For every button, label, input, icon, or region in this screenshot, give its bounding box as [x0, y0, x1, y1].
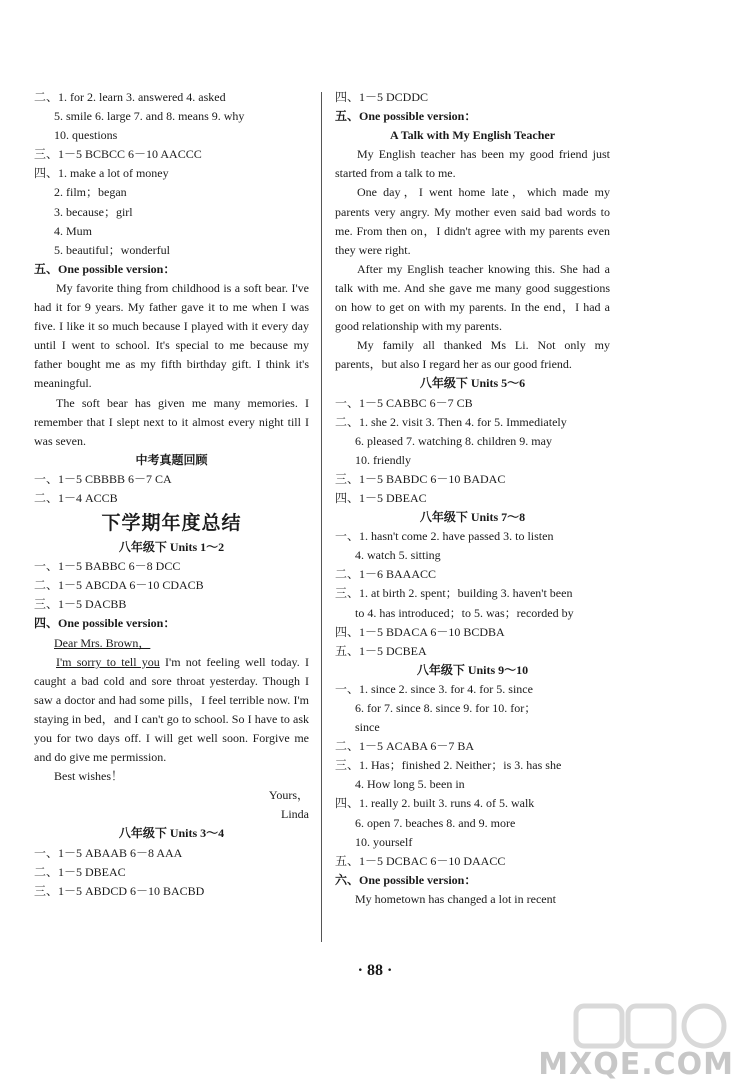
answer-line: 一、1－5 BABBC 6－8 DCC — [34, 559, 181, 574]
answer-line: 一、1－5 CABBC 6－7 CB — [335, 395, 473, 410]
essay-paragraph: My English teacher has been my good friend just started from a talk to me. — [335, 147, 610, 181]
answer-line: 2. film；began — [54, 185, 127, 200]
answer-line: 四、1－5 BDACA 6－10 BCDBA — [335, 624, 505, 639]
essay-paragraph: After my English teacher knowing this. She had a talk with me. And she gave me many good suggestions on how to get on with my parents. In the end，I had a good relationship with my parents. — [335, 261, 610, 334]
unit-heading: 八年级下 Units 1～2 — [118, 540, 225, 555]
section-heading: 五、One possible version： — [34, 261, 176, 276]
subsection-title: 中考真题回顾 — [135, 452, 208, 467]
answer-line: 10. questions — [54, 128, 118, 143]
section-heading: 五、One possible version： — [335, 109, 477, 124]
answer-line: 二、1. for 2. learn 3. answered 4. asked — [34, 90, 226, 104]
left-column — [34, 88, 309, 901]
answer-line: 三、1－5 BCBCC 6－10 AACCC — [34, 147, 202, 162]
answer-line: 4. How long 5. been in — [355, 777, 465, 792]
right-column — [335, 88, 610, 909]
section-heading: 六、One possible version： — [335, 872, 477, 887]
letter-signoff: Yours， — [268, 788, 309, 803]
letter-body — [34, 653, 309, 768]
answer-line: 二、1－5 ACABA 6－7 BA — [335, 739, 475, 754]
unit-heading: 八年级下 Units 5～6 — [419, 376, 526, 391]
answer-line: 三、1－5 BABDC 6－10 BADAC — [335, 471, 506, 486]
watermark-text: MXQE.COM — [538, 1047, 734, 1082]
unit-heading: 八年级下 Units 7～8 — [419, 510, 526, 525]
answer-line: 四、1－5 DBEAC — [335, 490, 427, 505]
column-divider — [321, 92, 322, 942]
answer-line: to 4. has introduced；to 5. was；recorded by — [355, 605, 574, 620]
essay-title: A Talk with My English Teacher — [389, 128, 556, 143]
answer-line: 6. pleased 7. watching 8. children 9. may — [355, 433, 552, 448]
answer-line: 五、1－5 DCBEA — [335, 643, 427, 658]
answer-line: 二、1. she 2. visit 3. Then 4. for 5. Immediately — [335, 414, 567, 429]
letter-signature: Linda — [281, 807, 309, 822]
answer-line: 一、1. hasn't come 2. have passed 3. to listen — [335, 529, 554, 544]
unit-heading: 八年级下 Units 9～10 — [416, 662, 529, 677]
unit-heading: 八年级下 Units 3～4 — [118, 826, 225, 841]
answer-line: 三、1－5 DACBB — [34, 597, 127, 612]
letter-salutation: Dear Mrs. Brown， — [54, 635, 151, 650]
answer-line: 一、1－5 ABAAB 6－8 AAA — [34, 845, 183, 860]
answer-line: 二、1－4 ACCB — [34, 490, 118, 505]
page-number: · 88 · — [357, 962, 393, 979]
answer-line: 五、1－5 DCBAC 6－10 DAACC — [335, 853, 506, 868]
underlined-phrase: I'm sorry to tell you — [56, 654, 160, 669]
answer-line: 二、1－5 ABCDA 6－10 CDACB — [34, 578, 204, 593]
answer-line: 3. because；girl — [54, 204, 133, 219]
answer-line: 5. smile 6. large 7. and 8. means 9. why — [54, 109, 245, 124]
answer-line: 二、1－6 BAAACC — [335, 567, 437, 582]
answer-line: 三、1－5 ABDCD 6－10 BACBD — [34, 883, 205, 898]
essay-paragraph: My favorite thing from childhood is a soft bear. I've had it for 9 years. My father gave it to me when I was five. I like it so much because I played with it every day until I went to school. It's special to me because my father bought me as my fifth birthday gift. I think it's meaningful. — [34, 280, 309, 391]
answer-line: 6. for 7. since 8. since 9. for 10. for； — [355, 701, 537, 715]
section-heading: 四、One possible version： — [34, 616, 176, 631]
answer-line: 10. yourself — [355, 834, 413, 849]
answer-line: 四、1. really 2. built 3. runs 4. of 5. walk — [335, 796, 535, 811]
answer-line: 6. open 7. beaches 8. and 9. more — [355, 815, 516, 830]
answer-line: 一、1. since 2. since 3. for 4. for 5. since — [335, 681, 533, 696]
answer-line: 二、1－5 DBEAC — [34, 864, 126, 879]
section-title: 下学期年度总结 — [101, 512, 242, 535]
answer-line: 一、1－5 CBBBB 6－7 CA — [34, 471, 172, 486]
letter-text: I'm not feeling well today. I caught a bad cold and sore throat yesterday. Though I saw a doctor and had some pills，I feel terrible now. I'm staying in bed，and I can't go to school. So I have to ask you for two days off. I will get well soon. Forgive me and do give me permission. — [34, 654, 309, 765]
answer-line: 四、1－5 DCDDC — [335, 90, 429, 104]
essay-line: My hometown has changed a lot in recent — [355, 891, 556, 906]
answer-line: 三、1. at birth 2. spent；building 3. haven't been — [335, 586, 573, 601]
letter-closing: Best wishes！ — [54, 769, 124, 784]
answer-line: 4. Mum — [54, 223, 93, 238]
essay-paragraph: My family all thanked Ms Li. Not only my parents，but also I regard her as our good friend. — [335, 338, 610, 372]
answer-line: 三、1. Has；finished 2. Neither；is 3. has she — [335, 758, 562, 773]
essay-paragraph: The soft bear has given me many memories. I remember that I slept next to it almost every night till I was seven. — [34, 395, 309, 448]
answer-line: 5. beautiful；wonderful — [54, 242, 170, 257]
answer-line: since — [355, 720, 380, 735]
answer-line: 10. friendly — [355, 452, 411, 467]
essay-paragraph: One day，I went home late，which made my parents very angry. My mother even said bad words to me. From then on，I didn't agree with my parents even they were right. — [335, 185, 610, 257]
answer-line: 4. watch 5. sitting — [355, 548, 441, 563]
answer-line: 四、1. make a lot of money — [34, 166, 169, 181]
